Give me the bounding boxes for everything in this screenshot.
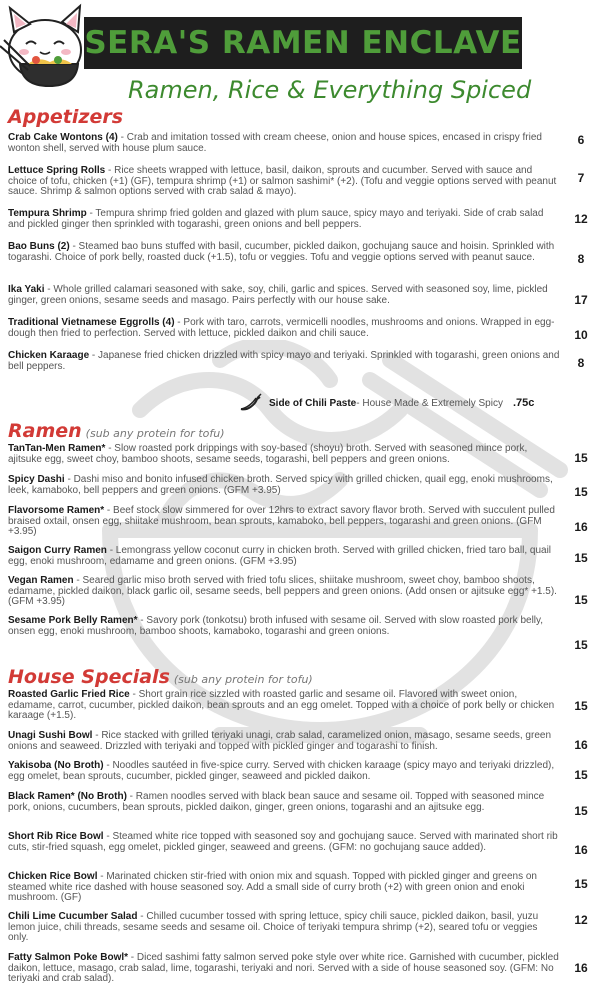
menu-item-name: Black Ramen* (No Broth) (8, 791, 127, 802)
menu-item-price: 6 (577, 133, 585, 147)
menu-item-description: - Short grain rice sizzled with roasted garlic and sesame oil. Flavored with sweet onion, edamame, carrot, cucumber, pickled daikon, bean sprouts and an egg omelet. Topped with a choice of pork belly or chicken karaage (+1.5). (8, 689, 555, 721)
menu-item (8, 444, 560, 465)
menu-item-name: Chicken Rice Bowl (8, 871, 98, 882)
menu-item-name: Sesame Pork Belly Ramen* (8, 615, 138, 626)
restaurant-title-banner (84, 17, 522, 69)
menu-item (8, 546, 560, 567)
menu-item-price: 17 (574, 293, 588, 307)
menu-item-price: 10 (574, 328, 588, 342)
menu-item-description: - Tempura shrimp fried golden and glazed with plum sauce, spicy mayo and teriyaki. Side of crab salad and pickled ginger then sprinkled with togarashi, green onions and bell peppers. (8, 208, 544, 230)
menu-item-price: 16 (574, 843, 588, 857)
menu-item-description: - Savory pork (tonkotsu) broth infused with sesame oil. Served with slow roasted pork belly, onsen egg, enoki mushroom, bamboo shoots, kamaboko, togarashi and green onions. (8, 615, 544, 637)
restaurant-title: SERA'S RAMEN ENCLAVE (84, 25, 522, 61)
menu-item-description: - Steamed white rice topped with seasoned soy and gochujang sauce. Served with marinated short rib cuts, stir-fried squash, egg omelet, pickled ginger, seaweed and greens. (GFM: no gochujang sauce added). (8, 831, 558, 853)
menu-item-description: - Chilled cucumber tossed with spring lettuce, spicy chili sauce, pickled daikon, basil, yuzu lemon juice, chili threads, sesame seeds and sesame oil. Choice of teriyaki tempura shrimp (+2), seared tofu or veggies only. (8, 911, 539, 943)
menu-item-description: - Crab and imitation tossed with cream cheese, onion and house spices, encased in crispy fried wonton shell, served with house plum sauce. (8, 132, 542, 154)
menu-item-name: Lettuce Spring Rolls (8, 165, 106, 176)
menu-item-price: 12 (574, 212, 588, 226)
menu-item (8, 731, 560, 752)
menu-item-description: - Diced sashimi fatty salmon served poke style over white rice. Garnished with cucumber, pickled daikon, lettuce, masago, crab salad, lime, togarashi, teriyaki and nori. Served with a side of house seasoned soy. (GFM: No teriyaki and crab salad). (8, 952, 559, 984)
menu-item (8, 285, 560, 306)
menu-item (8, 209, 560, 230)
menu-item-description: - Seared garlic miso broth served with fried tofu slices, shiitake mushroom, sweet choy, bamboo shoots, edamame, pickled daikon, black garlic oil, sesame seeds, bell peppers and green onions. (Add onsen or ajitsuke egg* +1.5). (GFM +3.95) (8, 575, 557, 607)
menu-item (8, 576, 560, 608)
menu-item (8, 166, 560, 198)
menu-item-description: - Slow roasted pork drippings with soy-based (shoyu) broth. Served with seasoned mince pork, ajitsuke egg, sweet choy, bamboo shoots, sesame seeds, togarashi, bell peppers and green onions. (8, 443, 528, 465)
menu-item-price: 15 (574, 638, 588, 652)
menu-item-price: 16 (574, 520, 588, 534)
menu-item-name: Traditional Vietnamese Eggrolls (4) (8, 317, 175, 328)
menu-item-name: Bao Buns (2) (8, 241, 70, 252)
menu-item (8, 792, 560, 813)
menu-item-name: Unagi Sushi Bowl (8, 730, 93, 741)
appetizers-heading: Appetizers (8, 106, 124, 128)
menu-item-name: Flavorsome Ramen* (8, 505, 105, 516)
menu-item-description: - Japanese fried chicken drizzled with spicy mayo and teriyaki. Sprinkled with togarashi, green onions and bell peppers. (8, 350, 560, 372)
menu-item-name: Spicy Dashi (8, 474, 65, 485)
menu-item (8, 616, 560, 637)
menu-item (8, 832, 560, 853)
menu-item-description: - Noodles sautéed in five-spice curry. Served with chicken karaage (spicy mayo and teriyaki drizzled), egg omelet, bean sprouts, cucumber, pickled ginger, seaweed and pickled daikon. (8, 760, 555, 782)
menu-item-price: 8 (577, 252, 585, 266)
menu-item (8, 761, 560, 782)
menu-item (8, 242, 560, 263)
menu-item-name: Chicken Karaage (8, 350, 90, 361)
menu-item-description: - Lemongrass yellow coconut curry in chicken broth. Served with grilled chicken, fried taro ball, quail egg, enoki mushroom, edamame and green onions. (GFM +3.95) (8, 545, 552, 567)
menu-item-name: Yakisoba (No Broth) (8, 760, 104, 771)
menu-item-price: 16 (574, 738, 588, 752)
menu-item-price: 8 (577, 356, 585, 370)
menu-item (8, 872, 560, 904)
menu-item-name: Crab Cake Wontons (4) (8, 132, 118, 143)
menu-item-description: - Whole grilled calamari seasoned with sake, soy, chili, garlic and spices. Served with seasoned soy, lime, pickled ginger, green onions, sesame seeds and masago. Pairs perfectly with our house sake. (8, 284, 548, 306)
menu-item-name: Tempura Shrimp (8, 208, 87, 219)
menu-item-name: Chili Lime Cucumber Salad (8, 911, 138, 922)
menu-item-description: - Ramen noodles served with black bean sauce and sesame oil. Topped with seasoned mince pork, onions, cucumbers, bean sprouts, pickled daikon, ginger, green onions, togarashi and an ajitsuke egg. (8, 791, 545, 813)
menu-item-name: Short Rib Rice Bowl (8, 831, 104, 842)
cat-mascot-logo (0, 0, 98, 92)
menu-item (8, 506, 560, 538)
menu-item-price: 15 (574, 451, 588, 465)
menu-item (8, 133, 560, 154)
ramen-heading: Ramen (sub any protein for tofu) (8, 420, 225, 442)
menu-item-price: 15 (574, 551, 588, 565)
restaurant-subtitle: Ramen, Rice & Everything Spiced (128, 76, 532, 104)
menu-item-price: 15 (574, 485, 588, 499)
menu-item-price: 15 (574, 877, 588, 891)
menu-item-price: 16 (574, 961, 588, 975)
menu-item (8, 690, 560, 722)
menu-item-name: Fatty Salmon Poke Bowl* (8, 952, 129, 963)
chili-pepper-icon (237, 393, 263, 413)
menu-item (8, 912, 560, 944)
menu-item-price: 12 (574, 913, 588, 927)
menu-item (8, 351, 560, 372)
menu-item-price: 15 (574, 593, 588, 607)
side-chili-paste: Side of Chili Paste - House Made & Extremely Spicy .75c (237, 393, 534, 413)
menu-item-price: 15 (574, 768, 588, 782)
menu-item-name: TanTan-Men Ramen* (8, 443, 106, 454)
house-specials-heading: House Specials (sub any protein for tofu) (8, 666, 313, 688)
menu-item-price: 7 (577, 171, 585, 185)
menu-item-price: 15 (574, 804, 588, 818)
menu-item (8, 953, 560, 985)
menu-item-description: - Rice stacked with grilled teriyaki unagi, crab salad, caramelized onion, masago, sesame seeds, green onions and seaweed. Drizzled with teriyaki and topped with pickled ginger and togarashi to finish. (8, 730, 552, 752)
menu-item-description: - Steamed bao buns stuffed with basil, cucumber, pickled daikon, gochujang sauce and hoisin. Sprinkled with togarashi. Choice of pork belly, roasted duck (+1.5), tofu or veggies. Tofu and veggie options served with peanut sauce. (8, 241, 555, 263)
menu-item-description: - Pork with taro, carrots, vermicelli noodles, mushrooms and onions. Wrapped in egg-dough then fried to perfection. Served with lettuce, pickled daikon and chili sauce. (8, 317, 555, 339)
menu-item (8, 475, 560, 496)
menu-item-description: - Marinated chicken stir-fried with onion mix and squash. Topped with pickled ginger and greens on steamed white rice dashed with house seasoned soy. Add a small side of curry broth (+2) with green onion and enoki mushroom. (GF) (8, 871, 537, 903)
menu-item-price: 15 (574, 699, 588, 713)
menu-item-name: Saigon Curry Ramen (8, 545, 107, 556)
menu-item-description: - Rice sheets wrapped with lettuce, basil, daikon, sprouts and cucumber. Served with sauce and choice of tofu, chicken (+1) (GF), tempura shrimp (+1) or salmon sashimi* (+2). (Tofu and veggie options served with peanut sauce. Shrimp & salmon options served with crab salad & mayo). (8, 165, 557, 197)
menu-item-name: Roasted Garlic Fried Rice (8, 689, 130, 700)
menu-item-name: Vegan Ramen (8, 575, 74, 586)
menu-item-description: - Dashi miso and bonito infused chicken broth. Served spicy with grilled chicken, quail egg, enoki mushrooms, leek, kamaboko, bell peppers and green onions. (GFM +3.95) (8, 474, 553, 496)
menu-item (8, 318, 560, 339)
menu-item-name: Ika Yaki (8, 284, 45, 295)
menu-item-description: - Beef stock slow simmered for over 12hrs to extract savory flavor broth. Served with succulent pulled braised oxtail, onsen egg, shiitake mushroom, bean sprouts, kamaboko, bell peppers, togarashi and green onions. (GFM +3.95) (8, 505, 555, 537)
